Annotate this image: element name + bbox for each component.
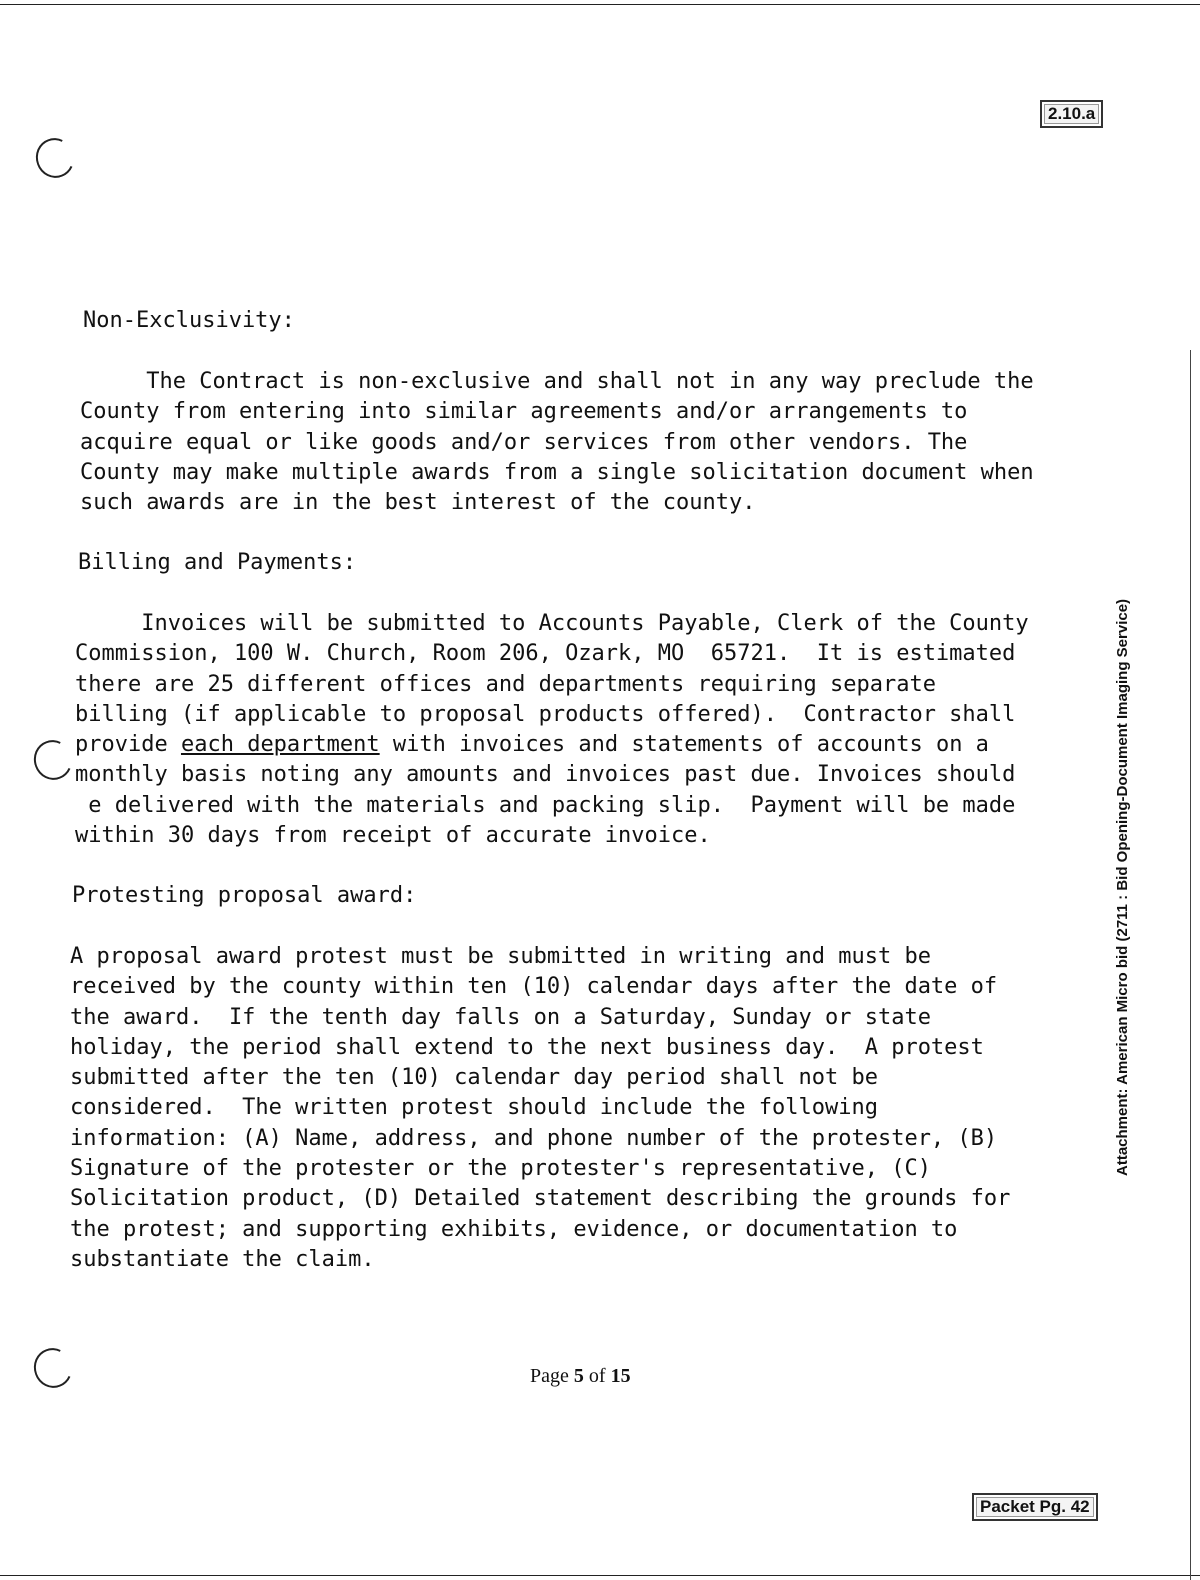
billing-heading: Billing and Payments:	[78, 550, 357, 575]
packet-page-tag: Packet Pg. 42	[972, 1493, 1098, 1521]
non-exclusivity-paragraph: The Contract is non-exclusive and shall not in any way preclude the County from entering into similar agreements and/or arrangements to acquire equal or like goods and/or services from other vendors. The County may make multiple awards from a single solicitation document when such awards are in the best interest of the county.	[80, 369, 1034, 516]
page-number	[530, 1365, 631, 1388]
top-border-line	[0, 4, 1200, 5]
item-number-tag: 2.10.a	[1040, 100, 1103, 128]
billing-underlined-text: each department	[180, 732, 380, 758]
page-prefix: Page	[530, 1365, 574, 1387]
billing-text-part2: with invoices and statements of accounts on a monthly basis noting any amounts and invoices past due. Invoices should e delivered with the materials and packing slip. Payment will be made within 30 days from receipt of accurate invoice.	[75, 732, 1016, 849]
non-exclusivity-heading: Non-Exclusivity:	[83, 308, 295, 333]
right-border-line	[1190, 350, 1191, 1580]
protest-paragraph: A proposal award protest must be submitted in writing and must be received by the county within ten (10) calendar days after the date of the award. If the tenth day falls on a Saturday, Sunday or state holiday, the period shall extend to the next business day. A protest submitted after the ten (10) calendar day period shall not be considered. The written protest should include the following information: (A) Name, address, and phone number of the protester, (B) Signature of the protester or the protester's representative, (C) Solicitation product, (D) Detailed statement describing the grounds for the protest; and supporting exhibits, evidence, or documentation to substantiate the claim.	[70, 944, 1011, 1272]
page-current: 5	[573, 1365, 584, 1387]
attachment-side-label: Attachment: American Micro bid (2711 : Bid Opening-Document Imaging Service)	[1114, 598, 1131, 1176]
punch-hole-icon	[30, 133, 79, 184]
billing-text-part1: Invoices will be submitted to Accounts Payable, Clerk of the County Commission, 100 W. Church, Room 206, Ozark, MO 65721. It is estimated there are 25 different offices and departments requiring separate billing (if applicable to proposal products offered). Contractor shall provide	[75, 611, 1029, 758]
punch-hole-icon	[28, 1343, 77, 1394]
punch-hole-icon	[28, 735, 77, 786]
page-total: 15	[610, 1365, 631, 1387]
protest-heading: Protesting proposal award:	[72, 883, 417, 908]
page-middle: of	[583, 1365, 611, 1387]
bottom-border-line	[0, 1575, 1200, 1576]
billing-paragraph	[75, 609, 1029, 851]
